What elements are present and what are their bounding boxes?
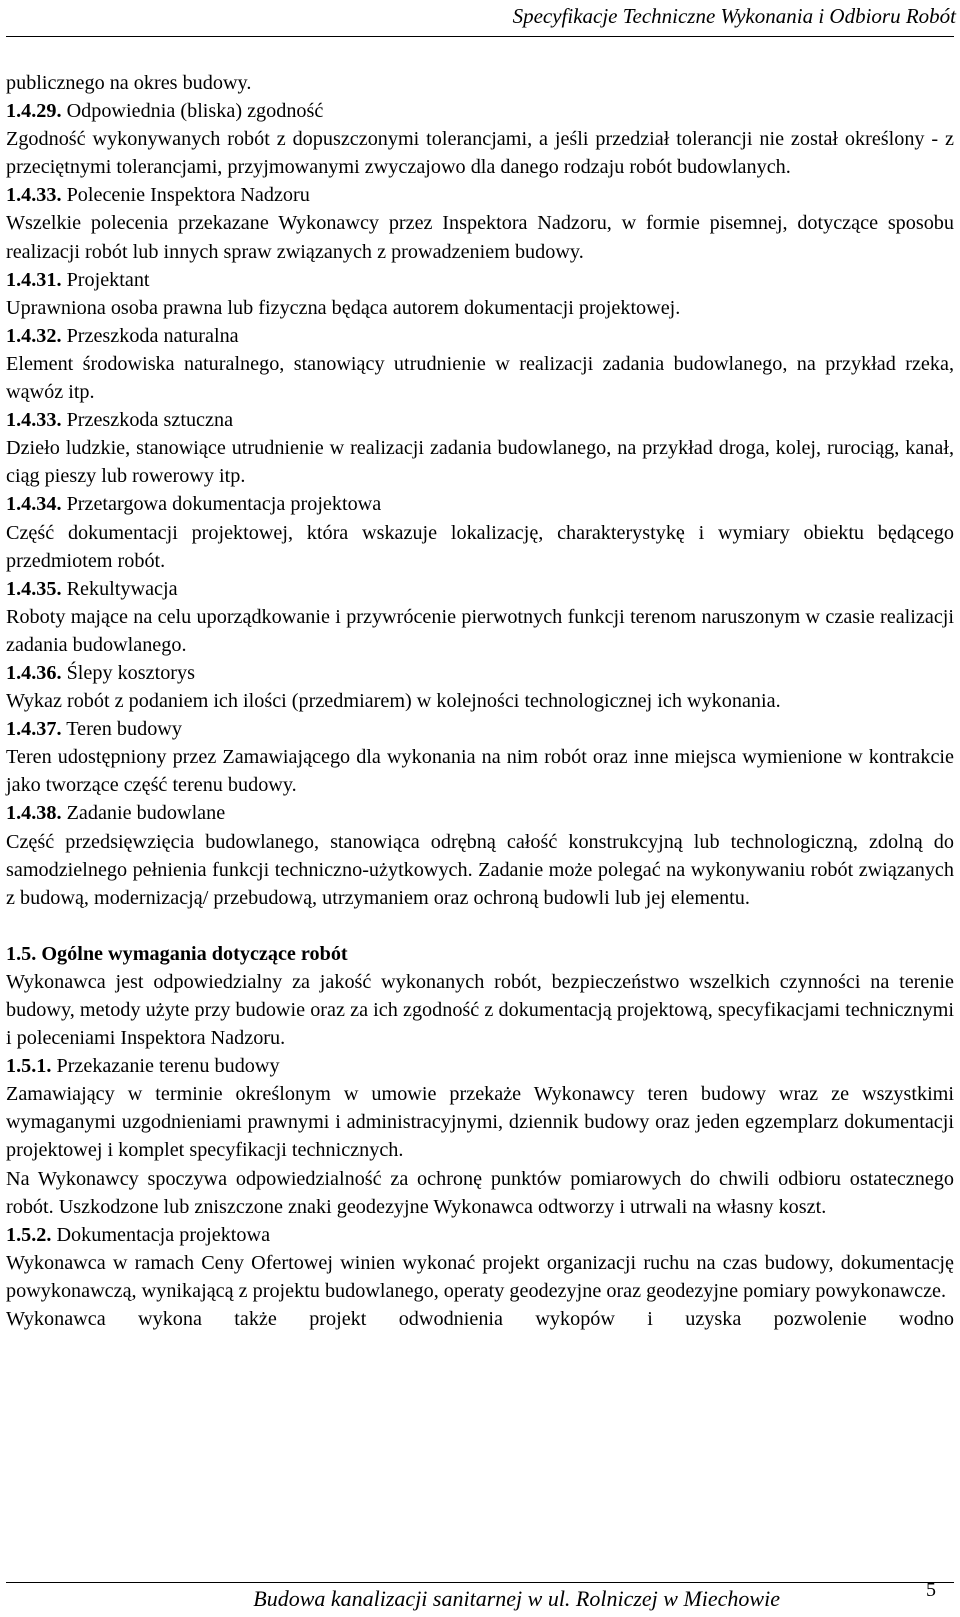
page-number: 5: [926, 1579, 936, 1601]
paragraph: Zamawiający w terminie określonym w umowie przekaże Wykonawcy teren budowy wraz ze wszystkimi wymaganymi uzgodnieniami prawnymi i administracyjnymi, dziennik budowy oraz jeden egzemplarz dokumentacji projektowej i komplet specyfikacji technicznych.: [6, 1083, 954, 1162]
definition-heading: [6, 490, 954, 518]
heading-number: 1.4.33.: [6, 409, 62, 432]
paragraph: Dzieło ludzkie, stanowiące utrudnienie w realizacji zadania budowlanego, na przykład droga, kolej, rurociąg, kanał, ciąg pieszy lub rowerowy itp.: [6, 437, 954, 488]
heading-number: 1.4.32.: [6, 324, 62, 347]
section-heading: [6, 940, 954, 968]
heading-title: Zadanie budowlane: [66, 802, 226, 825]
definition-heading: [6, 97, 954, 125]
paragraph: Wykonawca w ramach Ceny Ofertowej winien wykonać projekt organizacji ruchu na czas budowy, dokumentację powykonawczą, wynikającą z projektu budowlanego, operaty geodezyjne oraz geodezyjne pomiary powykonawcze.: [6, 1251, 954, 1302]
definition-heading: [6, 575, 954, 603]
heading-title: Przetargowa dokumentacja projektowa: [66, 493, 382, 516]
heading-title: Ślepy kosztorys: [66, 661, 195, 684]
heading-title: Przeszkoda naturalna: [66, 324, 239, 347]
definition-heading: [6, 181, 954, 209]
heading-number: 1.5.1.: [6, 1055, 52, 1078]
paragraph: Część dokumentacji projektowej, która wskazuje lokalizację, charakterystykę i wymiary obiektu będącego przedmiotem robót.: [6, 521, 954, 572]
definition-heading: [6, 266, 954, 294]
heading-title: Polecenie Inspektora Nadzoru: [66, 184, 310, 207]
paragraph: publicznego na okres budowy.: [6, 72, 252, 94]
heading-title: Przeszkoda sztuczna: [66, 409, 234, 432]
definition-heading: [6, 1221, 954, 1249]
paragraph: Na Wykonawcy spoczywa odpowiedzialność za ochronę punktów pomiarowych do chwili odbioru ostatecznego robót. Uszkodzone lub zniszczone znaki geodezyjne Wykonawca odtworzy i utrwali na własny koszt.: [6, 1167, 954, 1218]
paragraph: Zgodność wykonywanych robót z dopuszczonymi tolerancjami, a jeśli przedział tolerancji nie został określony - z przeciętnymi tolerancjami, przyjmowanymi zwyczajowo dla danego rodzaju robót budowlanych.: [6, 128, 954, 179]
heading-number: 1.4.31.: [6, 268, 62, 291]
document-body: [6, 69, 954, 1333]
heading-title: Dokumentacja projektowa: [56, 1223, 271, 1246]
heading-title: Ogólne wymagania dotyczące robót: [41, 942, 348, 965]
paragraph: Część przedsięwzięcia budowlanego, stanowiąca odrębną całość konstrukcyjną lub technologiczną, zdolną do samodzielnego pełnienia funkcji techniczno-użytkowych. Zadanie może polegać na wykonywaniu robót związanych z budową, modernizacją/ przebudową, utrzymaniem oraz ochroną budowli lub jej elementu.: [6, 830, 954, 909]
definition-heading: [6, 715, 954, 743]
paragraph: Wszelkie polecenia przekazane Wykonawcy przez Inspektora Nadzoru, w formie pisemnej, dotyczące sposobu realizacji robót lub innych spraw związanych z prowadzeniem budowy.: [6, 212, 954, 263]
heading-number: 1.4.38.: [6, 802, 62, 825]
heading-number: 1.4.34.: [6, 493, 62, 516]
page-footer: Budowa kanalizacji sanitarnej w ul. Rolniczej w Miechowie: [253, 1586, 780, 1611]
heading-title: Projektant: [66, 268, 150, 291]
definition-heading: [6, 659, 954, 687]
definition-heading: [6, 799, 954, 827]
paragraph: Wykonawca jest odpowiedzialny za jakość wykonanych robót, bezpieczeństwo wszelkich czynności na terenie budowy, metody użyte przy budowie oraz za ich zgodność z dokumentacją projektową, specyfikacjami technicznymi i poleceniami Inspektora Nadzoru.: [6, 970, 954, 1050]
paragraph: Uprawniona osoba prawna lub fizyczna będąca autorem dokumentacji projektowej.: [6, 296, 681, 319]
section-gap: [6, 912, 954, 940]
paragraph: Wykonawca wykona także projekt odwodnienia wykopów i uzyska pozwolenie wodno: [6, 1308, 954, 1331]
page-header: Specyfikacje Techniczne Wykonania i Odbioru Robót: [512, 4, 956, 28]
heading-number: 1.5.: [6, 942, 37, 965]
heading-number: 1.5.2.: [6, 1223, 52, 1246]
heading-title: Przekazanie terenu budowy: [56, 1055, 280, 1078]
paragraph: Teren udostępniony przez Zamawiającego dla wykonania na nim robót oraz inne miejsca wymienione w kontrakcie jako tworzące część terenu budowy.: [6, 746, 954, 797]
heading-title: Odpowiednia (bliska) zgodność: [66, 100, 324, 123]
heading-title: Rekultywacja: [66, 577, 178, 600]
heading-number: 1.4.37.: [6, 718, 62, 741]
paragraph: Wykaz robót z podaniem ich ilości (przedmiarem) w kolejności technologicznej ich wykonania.: [6, 690, 781, 713]
heading-number: 1.4.29.: [6, 100, 62, 123]
header-rule: [6, 36, 954, 37]
footer-rule: [6, 1582, 954, 1583]
definition-heading: [6, 322, 954, 350]
definition-heading: [6, 406, 954, 434]
definition-heading: [6, 1052, 954, 1080]
heading-number: 1.4.36.: [6, 661, 62, 684]
heading-title: Teren budowy: [66, 718, 182, 741]
heading-number: 1.4.33.: [6, 184, 62, 207]
heading-number: 1.4.35.: [6, 577, 62, 600]
paragraph: Element środowiska naturalnego, stanowiący utrudnienie w realizacji zadania budowlanego, na przykład rzeka, wąwóz itp.: [6, 352, 954, 404]
paragraph: Roboty mające na celu uporządkowanie i przywrócenie pierwotnych funkcji terenom naruszonym w czasie realizacji zadania budowlanego.: [6, 605, 954, 656]
